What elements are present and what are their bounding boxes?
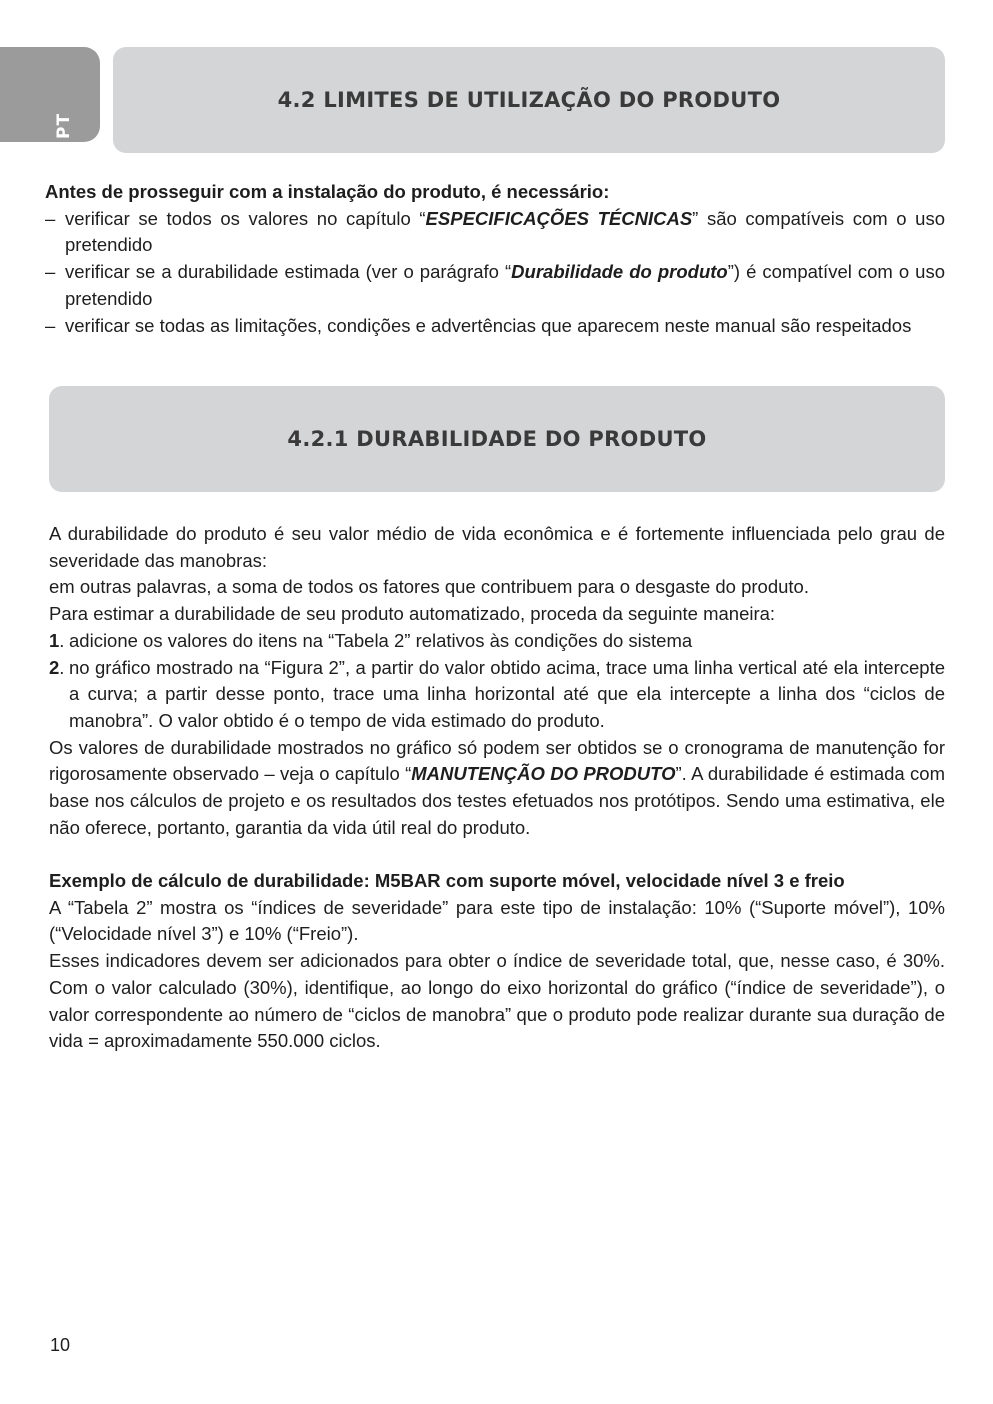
section-header (113, 47, 945, 153)
list-item: 1 . adicione os valores do itens na “Tabela 2” relativos às condições do sistema (49, 628, 945, 655)
intro-lead: Antes de prosseguir com a instalação do produto, é necessário: (45, 181, 610, 202)
paragraph: Os valores de durabilidade mostrados no gráfico só podem ser obtidos se o cronograma de manutenção for rigorosamente observado – veja o capítulo “MANUTENÇÃO DO PRODUTO”. A durabilidade é estimada com base nos cálculos de projeto e os resultados dos testes efetuados nos protótipos. Sendo uma estimativa, ele não oferece, portanto, garantia da vida útil real do produto. (49, 736, 945, 838)
paragraph: Esses indicadores devem ser adicionados para obter o índice de severidade total, que, nesse caso, é 30%. Com o valor calculado (30%), identifique, ao longo do eixo horizontal do gráfico (“índice de severidade”), o valor correspondente ao número de “ciclos de manobra” que o produto pode realizar durante sua duração de vida = aproximadamente 550.000 ciclos. (49, 950, 945, 1052)
requirements-list (45, 206, 945, 340)
subsection-header (49, 386, 945, 492)
list-item: – verificar se todas as limitações, condições e advertências que aparecem neste manual são respeitados (45, 313, 945, 340)
example-block (49, 868, 945, 1055)
subsection-title: 4.2.1 DURABILIDADE DO PRODUTO (287, 427, 707, 451)
intro-block (45, 179, 945, 339)
page-number: 10 (50, 1335, 71, 1355)
paragraph: Para estimar a durabilidade de seu produto automatizado, proceda da seguinte maneira: (49, 603, 776, 625)
list-item: – verificar se a durabilidade estimada (ver o parágrafo “Durabilidade do produto”) é compatível com o uso pretendido (45, 259, 945, 312)
language-tab-label: PT (54, 112, 74, 139)
example-title: Exemplo de cálculo de durabilidade: M5BAR com suporte móvel, velocidade nível 3 e freio (49, 870, 845, 891)
step-number: 2 . (49, 655, 64, 682)
steps-list (49, 628, 945, 735)
list-item: 2 . no gráfico mostrado na “Figura 2”, a partir do valor obtido acima, trace uma linha vertical até ela intercepte a curva; a partir desse ponto, trace uma linha horizontal até que ela intercepte a linha dos “ciclos de manobra”. O valor obtido é o tempo de vida estimado do produto. (49, 655, 945, 735)
paragraph: A durabilidade do produto é seu valor médio de vida econômica e é fortemente influenciada pelo grau de severidade das manobras: (49, 523, 945, 571)
paragraph: A “Tabela 2” mostra os “índices de severidade” para este tipo de instalação: 10% (“Suporte móvel”), 10% (“Velocidade nível 3”) e 10% (“Freio”). (49, 896, 945, 945)
emphasis: ESPECIFICAÇÕES TÉCNICAS (425, 207, 693, 229)
list-item: – verificar se todos os valores no capítulo “ESPECIFICAÇÕES TÉCNICAS” são compatíveis com o uso pretendido (45, 206, 945, 259)
emphasis: MANUTENÇÃO DO PRODUTO (411, 763, 676, 785)
emphasis: Durabilidade do produto (511, 261, 728, 283)
step-number: 1 . (49, 628, 64, 655)
section-title: 4.2 LIMITES DE UTILIZAÇÃO DO PRODUTO (277, 88, 781, 112)
language-tab (0, 47, 100, 142)
paragraph: em outras palavras, a soma de todos os fatores que contribuem para o desgaste do produto. (49, 576, 809, 598)
durability-text (49, 521, 945, 841)
